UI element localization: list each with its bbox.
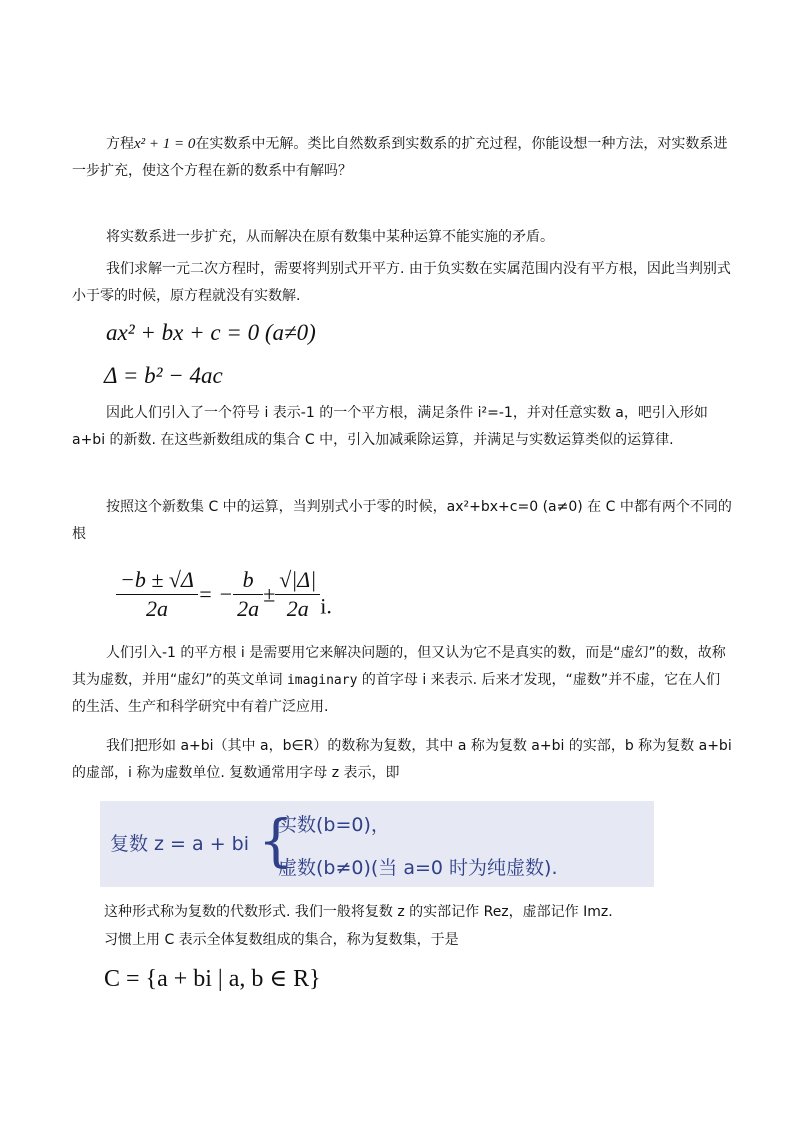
intro-question-paragraph [72,131,732,185]
paragraph-imaginary-history [72,640,732,721]
fraction-denominator: 2a [145,596,168,621]
paragraph-algebraic-form: 这种形式称为复数的代数形式. 我们一般将复数 z 的实部记作 Rez，虚部记作 Imz. [104,904,613,920]
text-run: 在实数系中无解。类比自然数系到实数系的扩充过程，你能设想一种方法，对实数系进一步扩充，使这个方程在新的数系中有解吗？ [72,136,728,179]
paragraph-discriminant: 我们求解一元二次方程时，需要将判别式开平方. 由于负实数在实属范围内没有平方根，因此当判别式小于零的时候，原方程就没有实数解. [72,261,731,304]
paragraph-complex-definition: 我们把形如 a+bi（其中 a，b∈R）的数称为复数，其中 a 称为复数 a+bi 的实部，b 称为复数 a+bi 的虚部，i 称为虚数单位. 复数通常用字母 z 表示，即 [72,738,732,781]
fraction-numerator: √|Δ| [275,566,320,595]
quadratic-equation: ax² + bx + c = 0 (a≠0) [106,320,316,345]
equals-minus: = − [197,581,234,607]
left-brace-icon: { [258,809,294,874]
text-run: 人们引入-1 的平方根 i 是需要用它来解决问题的，但又认为它不是真实的数，而是“虚幻”的数，故称其为虚数，并用“虚幻”的英文单词 [72,645,726,688]
complex-set-formula: C = {a + bi | a, b ∈ R} [104,966,321,992]
discriminant-formula: Δ = b² − 4ac [104,363,223,388]
paragraph-imaginary-unit: 因此人们引入了一个符号 i 表示-1 的一个平方根，满足条件 i²=-1，并对任意实数 a，吧引入形如 a+bi 的新数. 在这些新数组成的集合 C 中，引入加减乘除运算，并满足与实数运算类似的运算律. [72,405,708,448]
fraction-numerator: −b ± √Δ [116,566,198,595]
case-imaginary: 虚数(b≠0)(当 a=0 时为纯虚数). [278,857,558,879]
case-real: 实数(b=0)， [278,814,390,836]
equation-inline: x² + 1 = 0 [134,136,196,152]
fraction-denominator: 2a [237,596,260,621]
text-run: 的首字母 i 来表示. 后来才发现，“虚数”并不虚，它在人们的生活、生产和科学研究中有着广泛应用. [72,672,721,715]
english-word: imaginary [286,673,358,688]
fraction-denominator: 2a [286,596,309,621]
paragraph-two-roots: 按照这个新数集 C 中的运算，当判别式小于零的时候，ax²+bx+c=0 (a≠0) 在 C 中都有两个不同的根 [72,499,732,542]
paragraph-extension: 将实数系进一步扩充，从而解决在原有数集中某种运算不能实施的矛盾。 [106,229,554,245]
plus-minus: ± [263,581,276,607]
complex-classification-box [100,801,654,887]
complex-number-label: 复数 z = a + bi [110,833,249,855]
imaginary-unit-suffix: i. [320,593,332,619]
fraction-numerator: b [233,566,263,595]
root-formula [116,566,332,623]
fraction-1 [116,566,198,623]
paragraph-complex-set: 习惯上用 C 表示全体复数组成的集合，称为复数集，于是 [104,932,459,948]
text-run: 方程 [106,136,134,152]
fraction-2 [233,566,263,623]
fraction-3 [275,566,320,623]
